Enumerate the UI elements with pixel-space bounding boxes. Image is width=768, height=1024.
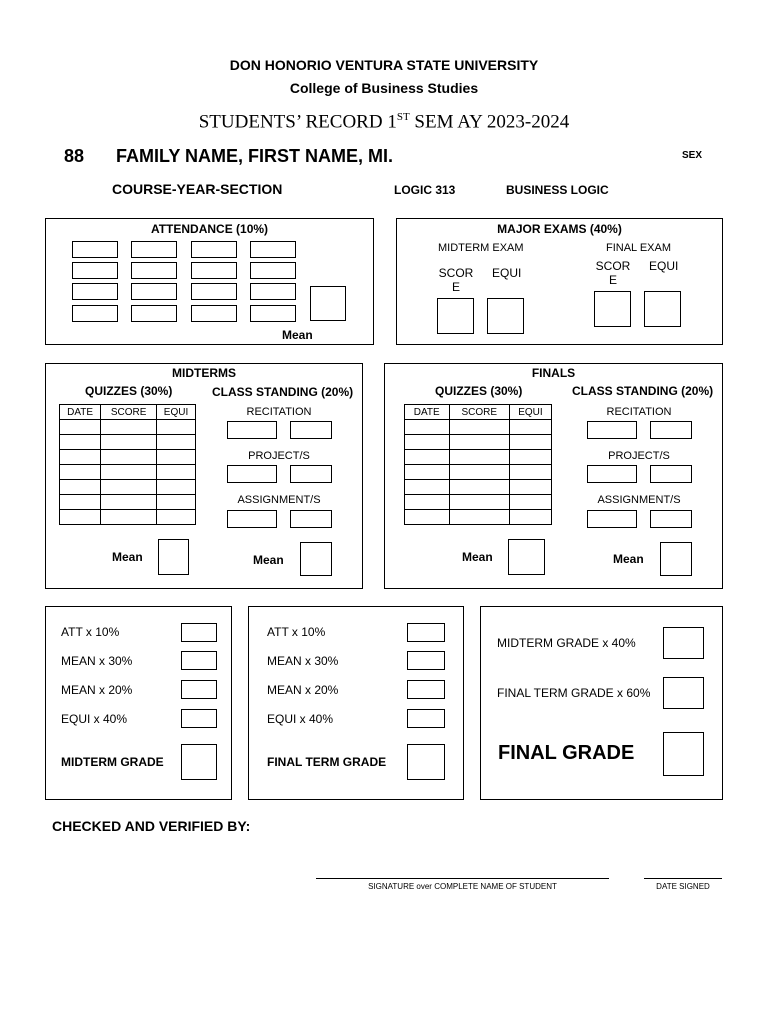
midterm-equi-box[interactable]	[487, 298, 524, 334]
final-cs-mean-box[interactable]	[660, 542, 692, 576]
midterm-score-box[interactable]	[437, 298, 474, 334]
attendance-cell[interactable]	[191, 305, 237, 322]
quiz-cell[interactable]	[509, 420, 551, 435]
finals-title: FINALS	[531, 366, 576, 380]
quiz-row	[60, 435, 196, 450]
student-name: FAMILY NAME, FIRST NAME, MI.	[116, 146, 394, 166]
student-number: 88	[64, 146, 85, 166]
attendance-cell[interactable]	[191, 241, 237, 258]
midterm-projects-score[interactable]	[227, 465, 277, 483]
quiz-row	[405, 495, 552, 510]
midterm-col-date: DATE	[60, 405, 101, 420]
quiz-row	[60, 510, 196, 525]
final-equi-label: EQUI	[649, 259, 679, 273]
final-quiz-mean-box[interactable]	[508, 539, 545, 575]
final-recitation-equi[interactable]	[650, 421, 692, 439]
midterm-score-label: SCOR E	[438, 266, 474, 294]
quiz-cell[interactable]	[405, 435, 450, 450]
quiz-cell[interactable]	[60, 480, 101, 495]
midterm-weight-label: MIDTERM GRADE x 40%	[497, 636, 636, 650]
midterm-assignments-score[interactable]	[227, 510, 277, 528]
midterm-projects-equi[interactable]	[290, 465, 332, 483]
university-name: DON HONORIO VENTURA STATE UNIVERSITY	[229, 57, 539, 73]
quiz-row	[405, 435, 552, 450]
final-att-label: ATT x 10%	[267, 625, 326, 639]
midterm-grade-box[interactable]	[181, 744, 217, 780]
quiz-cell[interactable]	[405, 495, 450, 510]
attendance-cell[interactable]	[72, 305, 118, 322]
final-col-score: SCORE	[449, 405, 509, 420]
quiz-row	[405, 420, 552, 435]
quiz-row	[405, 480, 552, 495]
final-att-box[interactable]	[407, 623, 445, 642]
quiz-row	[60, 420, 196, 435]
midterm-cs-mean-label: Mean	[253, 553, 284, 567]
midterm-mean20-box[interactable]	[181, 680, 217, 699]
quiz-cell[interactable]	[60, 465, 101, 480]
quiz-cell[interactable]	[509, 480, 551, 495]
quiz-cell[interactable]	[101, 450, 157, 465]
quiz-row	[405, 465, 552, 480]
quiz-cell[interactable]	[449, 435, 509, 450]
attendance-cell[interactable]	[72, 241, 118, 258]
quiz-cell[interactable]	[449, 510, 509, 525]
final-grade-label: FINAL GRADE	[498, 742, 635, 764]
quiz-cell[interactable]	[101, 435, 157, 450]
midterm-quiz-table	[59, 404, 196, 525]
final-assignments-label: ASSIGNMENT/S	[597, 494, 681, 506]
quiz-cell[interactable]	[101, 480, 157, 495]
final-term-grade-box[interactable]	[407, 744, 445, 780]
midterm-projects-label: PROJECT/S	[248, 450, 310, 462]
quiz-cell[interactable]	[449, 495, 509, 510]
midterm-mean30-box[interactable]	[181, 651, 217, 670]
quiz-cell[interactable]	[60, 450, 101, 465]
midterm-quizzes-label: QUIZZES (30%)	[85, 384, 173, 398]
quiz-cell[interactable]	[405, 465, 450, 480]
course-year-section-label: COURSE-YEAR-SECTION	[112, 181, 283, 197]
final-weight-label: FINAL TERM GRADE x 60%	[497, 686, 651, 700]
quiz-row	[60, 450, 196, 465]
midterm-col-equi: EQUI	[157, 405, 196, 420]
final-grade-box[interactable]	[663, 732, 704, 776]
quiz-cell[interactable]	[60, 510, 101, 525]
attendance-cell[interactable]	[191, 283, 237, 300]
attendance-cell[interactable]	[191, 262, 237, 279]
quiz-cell[interactable]	[449, 465, 509, 480]
quiz-cell[interactable]	[60, 435, 101, 450]
final-exam-label: FINAL EXAM	[606, 242, 671, 254]
midterm-quiz-mean-box[interactable]	[158, 539, 189, 575]
quiz-cell[interactable]	[509, 495, 551, 510]
final-term-grade-label: FINAL TERM GRADE	[267, 755, 387, 769]
midterm-att-label: ATT x 10%	[61, 625, 120, 639]
final-projects-equi[interactable]	[650, 465, 692, 483]
signature-line	[316, 878, 609, 879]
quiz-row	[60, 495, 196, 510]
final-col-date: DATE	[405, 405, 450, 420]
quiz-cell[interactable]	[157, 420, 196, 435]
quiz-cell[interactable]	[101, 495, 157, 510]
final-equi40-box[interactable]	[407, 709, 445, 728]
record-title: STUDENTS’ RECORD 1ST SEM AY 2023-2024	[198, 111, 570, 133]
quiz-cell[interactable]	[405, 420, 450, 435]
attendance-cell[interactable]	[250, 283, 296, 300]
attendance-cell[interactable]	[72, 262, 118, 279]
signature-label: SIGNATURE over COMPLETE NAME OF STUDENT	[368, 882, 557, 891]
midterm-exam-label: MIDTERM EXAM	[438, 242, 524, 254]
final-projects-label: PROJECT/S	[608, 450, 670, 462]
attendance-cell[interactable]	[72, 283, 118, 300]
midterm-col-score: SCORE	[101, 405, 157, 420]
final-projects-score[interactable]	[587, 465, 637, 483]
college-name: College of Business Studies	[289, 80, 479, 96]
attendance-title: ATTENDANCE (10%)	[150, 222, 269, 236]
final-equi40-label: EQUI x 40%	[267, 712, 334, 726]
checked-verified-label: CHECKED AND VERIFIED BY:	[52, 818, 251, 834]
quiz-cell[interactable]	[101, 420, 157, 435]
final-mean30-label: MEAN x 30%	[267, 654, 339, 668]
final-recitation-score[interactable]	[587, 421, 637, 439]
quiz-cell[interactable]	[449, 450, 509, 465]
attendance-cell[interactable]	[250, 262, 296, 279]
quiz-cell[interactable]	[509, 435, 551, 450]
final-cs-mean-label: Mean	[613, 552, 644, 566]
sex-label: SEX	[682, 150, 703, 161]
final-score-label: SCOR E	[595, 259, 631, 287]
quiz-cell[interactable]	[157, 510, 196, 525]
final-quiz-table	[404, 404, 552, 525]
quiz-cell[interactable]	[157, 495, 196, 510]
date-signed-line	[644, 878, 722, 879]
final-recitation-label: RECITATION	[606, 406, 672, 418]
midterm-assignments-label: ASSIGNMENT/S	[237, 494, 321, 506]
quiz-cell[interactable]	[157, 480, 196, 495]
attendance-cell[interactable]	[131, 283, 177, 300]
major-exams-title: MAJOR EXAMS (40%)	[497, 222, 622, 236]
midterm-equi40-label: EQUI x 40%	[61, 712, 128, 726]
quiz-cell[interactable]	[405, 480, 450, 495]
attendance-cell[interactable]	[131, 262, 177, 279]
attendance-cell[interactable]	[250, 241, 296, 258]
final-class-standing-label: CLASS STANDING (20%)	[572, 384, 714, 398]
midterm-att-box[interactable]	[181, 623, 217, 642]
date-signed-label: DATE SIGNED	[656, 882, 710, 891]
midterm-recitation-score[interactable]	[227, 421, 277, 439]
midterm-equi-label: EQUI	[492, 266, 522, 280]
midterm-class-standing-label: CLASS STANDING (20%)	[212, 385, 354, 399]
midterm-recitation-equi[interactable]	[290, 421, 332, 439]
midterm-recitation-label: RECITATION	[246, 406, 312, 418]
attendance-cell[interactable]	[131, 241, 177, 258]
final-equi-box[interactable]	[644, 291, 681, 327]
quiz-cell[interactable]	[101, 510, 157, 525]
quiz-cell[interactable]	[509, 465, 551, 480]
midterm-grade-label: MIDTERM GRADE	[61, 755, 164, 769]
attendance-cell[interactable]	[250, 305, 296, 322]
attendance-section	[45, 218, 374, 345]
midterm-assignments-equi[interactable]	[290, 510, 332, 528]
quiz-row	[405, 450, 552, 465]
quiz-cell[interactable]	[509, 450, 551, 465]
final-mean30-box[interactable]	[407, 651, 445, 670]
quiz-cell[interactable]	[509, 510, 551, 525]
attendance-cell[interactable]	[131, 305, 177, 322]
midterm-cs-mean-box[interactable]	[300, 542, 332, 576]
subject-name: BUSINESS LOGIC	[506, 183, 609, 197]
final-mean20-label: MEAN x 20%	[267, 683, 339, 697]
quiz-cell[interactable]	[157, 435, 196, 450]
quiz-cell[interactable]	[101, 465, 157, 480]
quiz-row	[60, 480, 196, 495]
final-mean20-box[interactable]	[407, 680, 445, 699]
quiz-row	[60, 465, 196, 480]
quiz-cell[interactable]	[60, 420, 101, 435]
final-quizzes-label: QUIZZES (30%)	[435, 384, 523, 398]
final-assignments-score[interactable]	[587, 510, 637, 528]
final-col-equi: EQUI	[509, 405, 551, 420]
midterm-mean30-label: MEAN x 30%	[61, 654, 133, 668]
attendance-mean-label: Mean	[282, 328, 313, 342]
quiz-row	[405, 510, 552, 525]
midterm-equi40-box[interactable]	[181, 709, 217, 728]
attendance-mean-box[interactable]	[310, 286, 346, 321]
quiz-cell[interactable]	[157, 465, 196, 480]
final-weight-box[interactable]	[663, 677, 704, 709]
final-score-box[interactable]	[594, 291, 631, 327]
midterm-mean20-label: MEAN x 20%	[61, 683, 133, 697]
quiz-cell[interactable]	[405, 450, 450, 465]
quiz-cell[interactable]	[157, 450, 196, 465]
subject-code: LOGIC 313	[394, 183, 456, 197]
midterm-weight-box[interactable]	[663, 627, 704, 659]
quiz-cell[interactable]	[60, 495, 101, 510]
final-quiz-mean-label: Mean	[462, 550, 493, 564]
midterm-quiz-mean-label: Mean	[112, 550, 143, 564]
quiz-cell[interactable]	[449, 420, 509, 435]
final-assignments-equi[interactable]	[650, 510, 692, 528]
quiz-cell[interactable]	[405, 510, 450, 525]
midterms-title: MIDTERMS	[172, 366, 236, 380]
quiz-cell[interactable]	[449, 480, 509, 495]
